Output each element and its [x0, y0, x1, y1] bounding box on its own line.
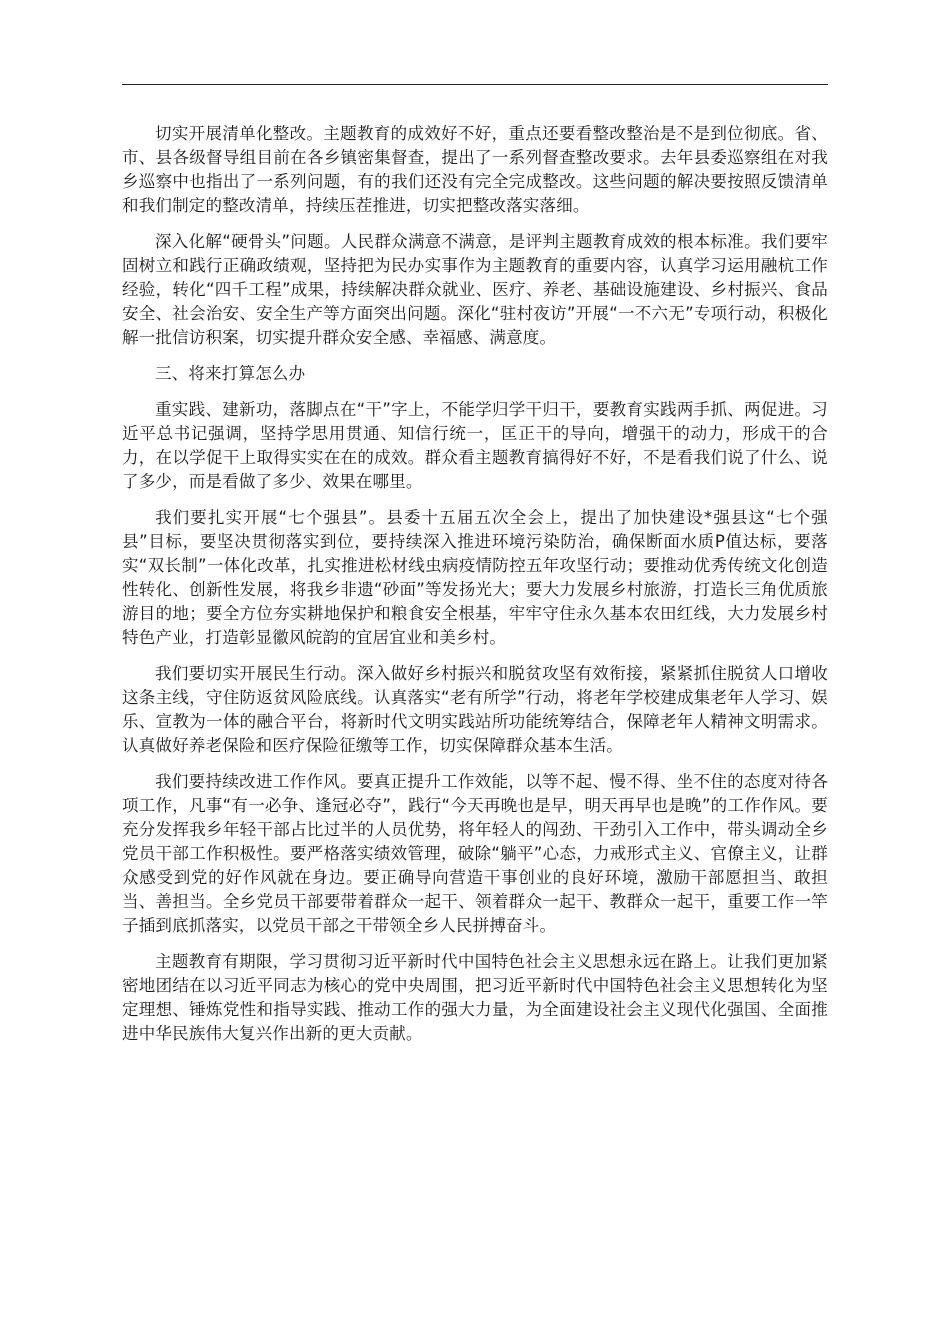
paragraph: 主题教育有期限，学习贯彻习近平新时代中国特色社会主义思想永远在路上。让我们更加紧密地团结在以习近平同志为核心的党中央周围，把习近平新时代中国特色社会主义思想转化为坚定理想、锤炼党性和指导实践、推动工作的强大力量，为全面建设社会主义现代化强国、全面推进中华民族伟大复兴作出新的更大贡献。: [122, 952, 828, 1043]
paragraph: 我们要扎实开展“七个强县”。县委十五届五次全会上，提出了加快建设*强县这“七个强县”目标，要坚决贯彻落实到位，要持续深入推进环境污染防治，确保断面水质P值达标，要落实“双长制”一体化改革，扎实推进松材线虫病疫情防控五年攻坚行动；要推动优秀传统文化创造性转化、创新性发展，将我乡非遗“砂面”等发扬光大；要大力发展乡村旅游，打造长三角优质旅游目的地；要全方位夯实耕地保护和粮食安全根基，牢牢守住永久基本农田红线，大力发展乡村特色产业，打造彰显徽风皖韵的宜居宜业和美乡村。: [122, 508, 828, 647]
paragraph: 切实开展清单化整改。主题教育的成效好不好，重点还要看整改整治是不是到位彻底。省、市、县各级督导组目前在各乡镇密集督查，提出了一系列督查整改要求。去年县委巡察组在对我乡巡察中也指出了一系列问题，有的我们还没有完全完成整改。这些问题的解决要按照反馈清单和我们制定的整改清单，持续压茬推进，切实把整改落实落细。: [122, 124, 828, 215]
document-body: [122, 122, 828, 1058]
paragraph: 我们要切实开展民生行动。深入做好乡村振兴和脱贫攻坚有效衔接，紧紧抓住脱贫人口增收这条主线，守住防返贫风险底线。认真落实“老有所学”行动，将老年学校建成集老年人学习、娱乐、宣教为一体的融合平台，将新时代文明实践站所功能统筹结合，保障老年人精神文明需求。认真做好养老保险和医疗保险征缴等工作，切实保障群众基本生活。: [122, 664, 828, 755]
paragraph: 深入化解“硬骨头”问题。人民群众满意不满意，是评判主题教育成效的根本标准。我们要牢固树立和践行正确政绩观，坚持把为民办实事作为主题教育的重要内容，认真学习运用融杭工作经验，转化“四千工程”成果，持续解决群众就业、医疗、养老、基础设施建设、乡村振兴、食品安全、社会治安、安全生产等方面突出问题。深化“驻村夜访”开展“一不六无”专项行动，积极化解一批信访积案，切实提升群众安全感、幸福感、满意度。: [122, 232, 828, 347]
paragraph: 重实践、建新功，落脚点在“干”字上，不能学归学干归干，要教育实践两手抓、两促进。习近平总书记强调，坚持学思用贯通、知信行统一，匡正干的导向，增强干的动力，形成干的合力，在以学促干上取得实实在在的成效。群众看主题教育搞得好不好，不是看我们说了什么、说了多少，而是看做了多少、效果在哪里。: [122, 400, 828, 491]
section-heading: 三、将来打算怎么办: [155, 364, 306, 383]
paragraph: 我们要持续改进工作作风。要真正提升工作效能，以等不起、慢不得、坐不住的态度对待各项工作，凡事“有一必争、逢冠必夺”，践行“今天再晚也是早，明天再早也是晚”的工作作风。要充分发挥我乡年轻干部占比过半的人员优势，将年轻人的闯劲、干劲引入工作中，带头调动全乡党员干部工作积极性。要严格落实绩效管理，破除“躺平”心态，力戒形式主义、官僚主义，让群众感受到党的好作风就在身边。要正确导向营造干事创业的良好环境，激励干部愿担当、敢担当、善担当。全乡党员干部要带着群众一起干、领着群众一起干、教群众一起干，重要工作一竿子插到底抓落实，以党员干部之干带领全乡人民拼搏奋斗。: [122, 772, 828, 935]
header-rule: [122, 84, 828, 85]
